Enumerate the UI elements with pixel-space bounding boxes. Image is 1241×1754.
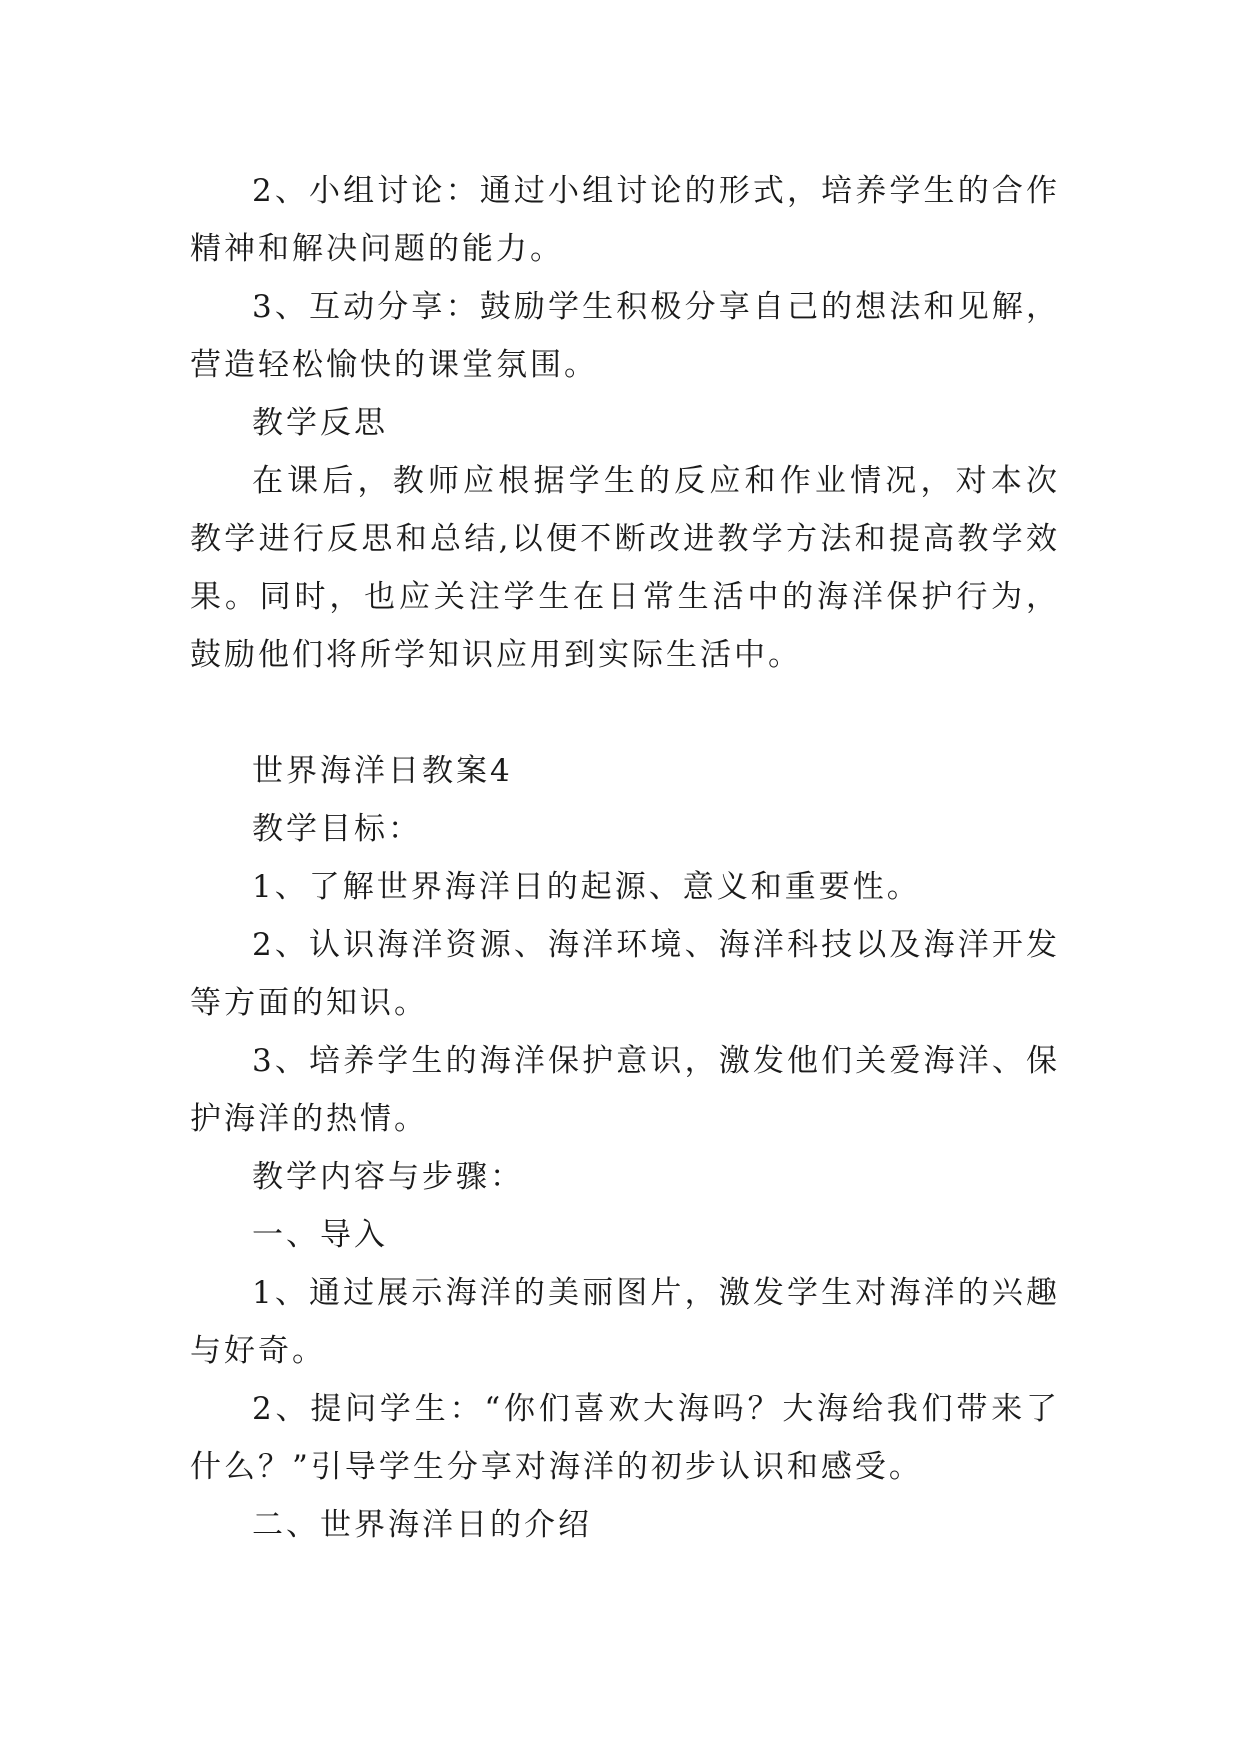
heading-introduction: 一、导入 [252,1217,388,1253]
document-body [190,162,1060,1554]
heading-ocean-day-introduction: 二、世界海洋日的介绍 [252,1507,592,1543]
section-spacer [190,684,1060,742]
intro-item-2: 2、提问学生：“你们喜欢大海吗？大海给我们带来了什么？”引导学生分享对海洋的初步认识和感受。 [190,1391,1060,1485]
goal-item-1: 1、了解世界海洋日的起源、意义和重要性。 [252,869,921,905]
heading-teaching-goals: 教学目标： [252,811,422,847]
paragraph-reflection-body: 在课后，教师应根据学生的反应和作业情况，对本次教学进行反思和总结,以便不断改进教学方法和提高教学效果。同时，也应关注学生在日常生活中的海洋保护行为，鼓励他们将所学知识应用到实际生活中。 [190,463,1060,673]
paragraph-interactive-sharing: 3、互动分享：鼓励学生积极分享自己的想法和见解，营造轻松愉快的课堂氛围。 [190,289,1060,383]
paragraph-group-discussion: 2、小组讨论：通过小组讨论的形式，培养学生的合作精神和解决问题的能力。 [190,173,1060,267]
goal-item-3: 3、培养学生的海洋保护意识，激发他们关爱海洋、保护海洋的热情。 [190,1043,1060,1137]
heading-content-steps: 教学内容与步骤： [252,1159,524,1195]
section-title: 世界海洋日教案4 [252,753,513,789]
heading-teaching-reflection: 教学反思 [252,405,388,441]
goal-item-2: 2、认识海洋资源、海洋环境、海洋科技以及海洋开发等方面的知识。 [190,927,1060,1021]
intro-item-1: 1、通过展示海洋的美丽图片，激发学生对海洋的兴趣与好奇。 [190,1275,1060,1369]
